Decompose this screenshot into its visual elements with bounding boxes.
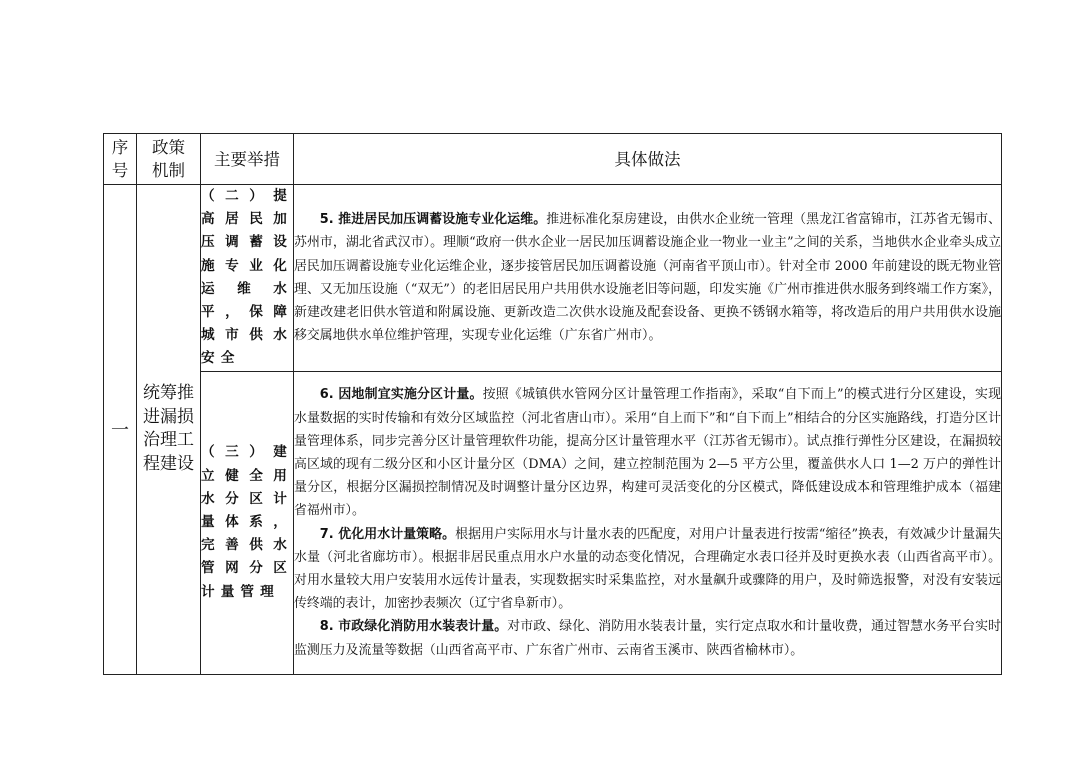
row-mechanism: 统筹推进漏损治理工程建设 [137,185,201,675]
practice-title-8: 8. 市政绿化消防用水装表计量。 [319,619,508,635]
detail-group-3 [294,371,1002,674]
header-measures: 主要举措 [201,134,294,185]
measure-3: （三）建立健全用水分区计量体系，完善供水管网分区计量管理 [201,371,294,674]
practice-text-8: 对市政、绿化、消防用水装表计量，实行定点取水和计量收费，通过智慧水务平台实时监测压力及流量等数据（山西省高平市、广东省广州市、云南省玉溪市、陕西省榆林市）。 [294,619,1001,658]
practice-title-6: 6. 因地制宜实施分区计量。 [319,387,483,403]
table-row [104,371,1002,674]
practice-text-6: 按照《城镇供水管网分区计量管理工作指南》，采取“自下而上”的模式进行分区建设，实现水量数据的实时传输和有效分区域监控（河北省唐山市）。采用“自上而下”和“自下而上”相结合的分区实施路线，打造分区计量管理体系，同步完善分区计量管理软件功能，提高分区计量管理水平（江苏省无锡市）。试点推行弹性分区建设，在漏损较高区域的现有二级分区和小区计量分区（DMA）之间，建立控制范围为 2—5 平方公里，覆盖供水人口 1—2 万户的弹性计量分区，根据分区漏损控制情况及时调整计量分区边界，构建可灵活变化的分区模式，降低建设成本和管理维护成本（福建省福州市）。 [294,387,1001,519]
practice-item-6 [294,383,1001,522]
policy-table [103,133,1002,675]
practice-item-8 [294,615,1001,661]
header-row [104,134,1002,185]
header-practices: 具体做法 [294,134,1002,185]
detail-group-2 [294,185,1002,372]
practice-title-5: 5. 推进居民加压调蓄设施专业化运维。 [319,212,547,228]
header-mechanism: 政策机制 [137,134,201,185]
practice-item-7 [294,523,1001,616]
practice-title-7: 7. 优化用水计量策略。 [319,526,456,542]
practice-item-5 [294,208,1001,347]
practice-text-7: 根据用户实际用水与计量水表的匹配度，对用户计量表进行按需“缩径”换表，有效减少计量漏失水量（河北省廊坊市）。根据非居民重点用水户水量的动态变化情况，合理确定水表口径并及时更换水表（山西省高平市）。对用水量较大用户安装用水远传计量表，实现数据实时采集监控，对水量飙升或骤降的用户，及时筛选报警，对没有安装远传终端的表计，加密抄表频次（辽宁省阜新市）。 [294,526,1001,612]
table-row [104,185,1002,372]
practice-text-5: 推进标准化泵房建设，由供水企业统一管理（黑龙江省富锦市，江苏省无锡市、苏州市，湖北省武汉市）。理顺“政府一供水企业一居民加压调蓄设施企业一物业一业主”之间的关系，当地供水企业牵头成立居民加压调蓄设施专业化运维企业，逐步接管居民加压调蓄设施（河南省平顶山市）。针对全市 2000 年前建设的既无物业管理、又无加压设施（“双无”）的老旧居民用户共用供水设施老旧等问题，印发实施《广州市推进供水服务到终端工作方案》，新建改建老旧供水管道和附属设施、更新改造二次供水设施及配套设备、更换不锈钢水箱等，将改造后的用户共用供水设施移交属地供水单位维护管理，实现专业化运维（广东省广州市）。 [294,212,1002,344]
measure-2: （二）提高居民加压调蓄设施专业化运维水平，保障城市供水安全 [201,185,294,372]
row-seq: 一 [104,185,137,675]
header-seq: 序号 [104,134,137,185]
